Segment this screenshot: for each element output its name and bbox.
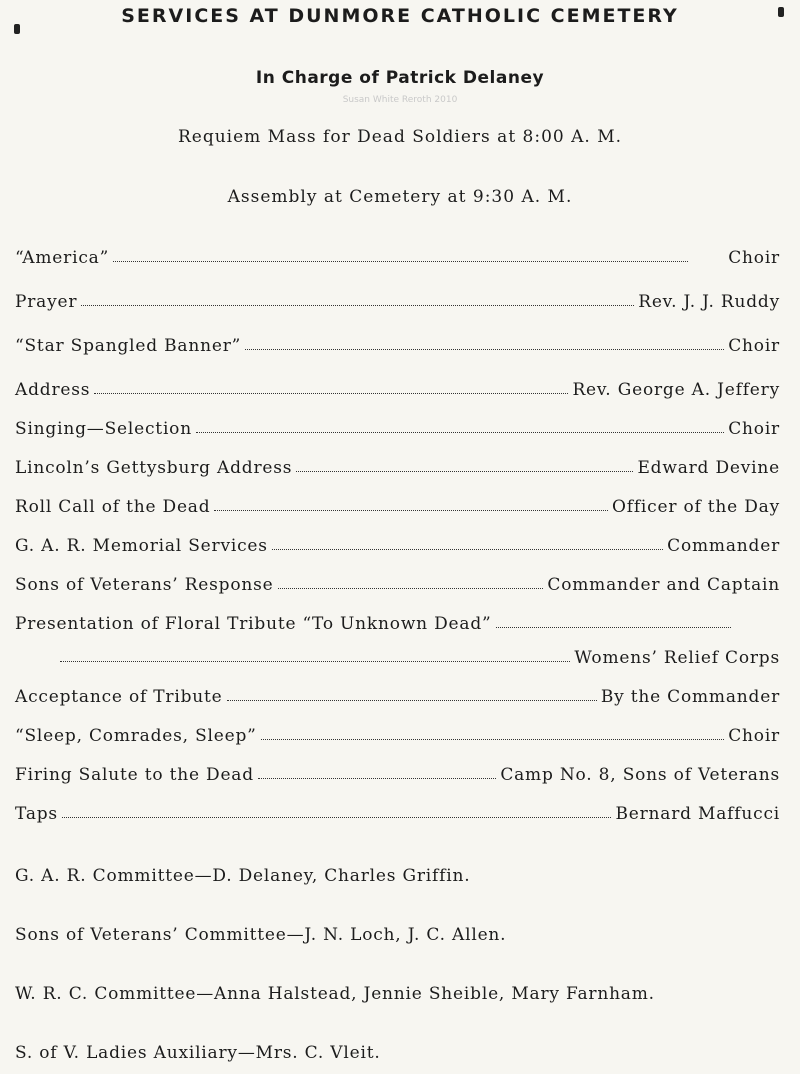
program-row bbox=[15, 419, 780, 443]
program-item: Firing Salute to the Dead bbox=[15, 765, 254, 785]
dotted-leader bbox=[261, 726, 725, 740]
program-row bbox=[15, 336, 780, 360]
program-row bbox=[15, 765, 780, 789]
dotted-leader bbox=[60, 648, 570, 662]
program-performer: By the Commander bbox=[600, 687, 780, 707]
program-item: Singing—Selection bbox=[15, 419, 192, 439]
program-row bbox=[15, 804, 780, 828]
program-performer: Choir bbox=[728, 726, 780, 746]
program-item: Roll Call of the Dead bbox=[15, 497, 211, 517]
page-title: SERVICES AT DUNMORE CATHOLIC CEMETERY bbox=[121, 5, 679, 27]
dotted-leader bbox=[272, 536, 663, 550]
program-row bbox=[15, 248, 780, 272]
committee-line: Sons of Veterans’ Committee—J. N. Loch, J. C. Allen. bbox=[15, 925, 507, 945]
program-performer: Womens’ Relief Corps bbox=[574, 648, 780, 668]
program-row bbox=[15, 614, 735, 638]
program-row bbox=[15, 726, 780, 750]
program-row bbox=[15, 380, 780, 404]
program-item: “Sleep, Comrades, Sleep” bbox=[15, 726, 257, 746]
dotted-leader bbox=[227, 687, 597, 701]
program-row bbox=[15, 575, 780, 599]
program-item: Taps bbox=[15, 804, 58, 824]
assembly-line: Assembly at Cemetery at 9:30 A. M. bbox=[227, 187, 573, 207]
dotted-leader bbox=[81, 292, 634, 306]
program-item: “America” bbox=[15, 248, 110, 268]
dotted-leader bbox=[62, 804, 612, 818]
dotted-leader bbox=[278, 575, 544, 589]
program-item: Sons of Veterans’ Response bbox=[15, 575, 274, 595]
program-item: Address bbox=[15, 380, 91, 400]
program-item: Lincoln’s Gettysburg Address bbox=[15, 458, 293, 478]
program-performer: Edward Devine bbox=[637, 458, 780, 478]
program-performer: Commander and Captain bbox=[547, 575, 780, 595]
program-row bbox=[15, 292, 780, 316]
program-row bbox=[15, 497, 780, 521]
dotted-leader bbox=[196, 419, 724, 433]
program-performer: Commander bbox=[667, 536, 780, 556]
dotted-leader bbox=[296, 458, 633, 472]
committee-line: S. of V. Ladies Auxiliary—Mrs. C. Vleit. bbox=[15, 1043, 381, 1063]
program-item: G. A. R. Memorial Services bbox=[15, 536, 268, 556]
dotted-leader bbox=[258, 765, 496, 779]
program-row bbox=[15, 458, 780, 482]
program-performer: Choir bbox=[728, 336, 780, 356]
program-item: Acceptance of Tribute bbox=[15, 687, 223, 707]
program-row bbox=[15, 687, 780, 711]
program-item: Prayer bbox=[15, 292, 78, 312]
program-performer: Choir bbox=[728, 419, 780, 439]
program-row bbox=[15, 536, 780, 560]
committee-line: W. R. C. Committee—Anna Halstead, Jennie Sheible, Mary Farnham. bbox=[15, 984, 655, 1004]
program-item: Presentation of Floral Tribute “To Unknown Dead” bbox=[15, 614, 492, 634]
watermark: Susan White Reroth 2010 bbox=[342, 95, 458, 105]
program-performer: Choir bbox=[728, 248, 780, 268]
dotted-leader bbox=[245, 336, 724, 350]
program-row bbox=[60, 648, 780, 672]
mass-line: Requiem Mass for Dead Soldiers at 8:00 A. M. bbox=[177, 127, 623, 147]
dotted-leader bbox=[94, 380, 568, 394]
page-subtitle: In Charge of Patrick Delaney bbox=[255, 68, 545, 88]
dotted-leader bbox=[214, 497, 608, 511]
program-performer: Camp No. 8, Sons of Veterans bbox=[500, 765, 780, 785]
program-performer: Rev. J. J. Ruddy bbox=[638, 292, 780, 312]
program-performer: Rev. George A. Jeffery bbox=[572, 380, 780, 400]
program-performer: Bernard Maffucci bbox=[615, 804, 780, 824]
program-performer: Officer of the Day bbox=[611, 497, 780, 517]
dotted-leader bbox=[113, 248, 688, 262]
committee-line: G. A. R. Committee—D. Delaney, Charles Griffin. bbox=[15, 866, 471, 886]
dotted-leader bbox=[496, 614, 731, 628]
program-item: “Star Spangled Banner” bbox=[15, 336, 242, 356]
